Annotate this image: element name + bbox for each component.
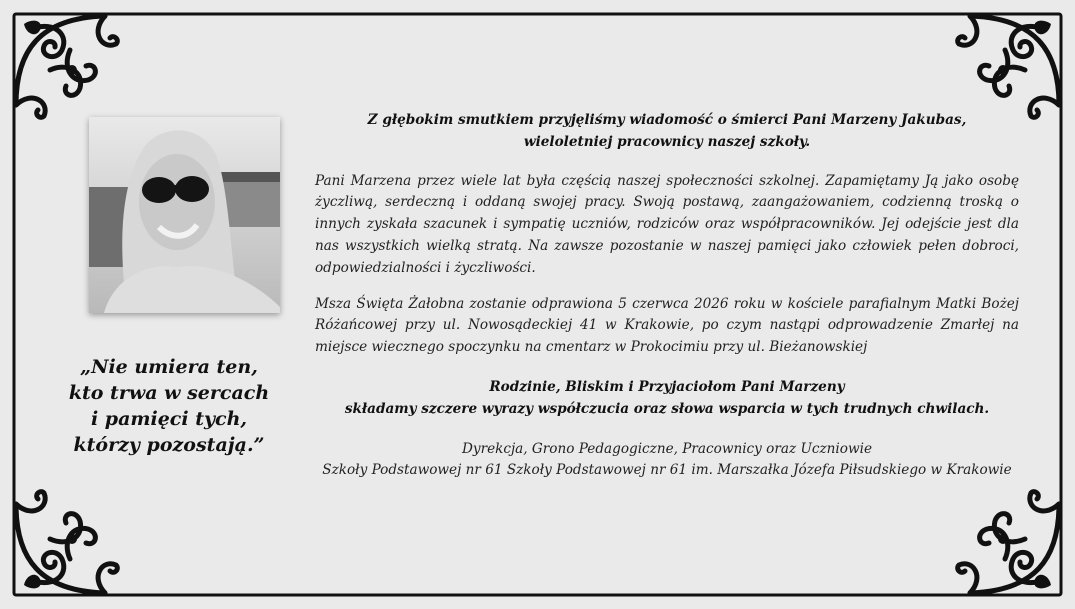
scroll-ornament-icon: [10, 10, 122, 122]
headline-line: wieloletniej pracownicy naszej szkoły.: [523, 133, 811, 150]
scroll-ornament-icon: [953, 487, 1065, 599]
signature-line: Dyrekcja, Grono Pedagogiczne, Pracownicy oraz Uczniowie: [462, 440, 872, 457]
headline-line: Z głębokim smutkiem przyjęliśmy wiadomość o śmierci Pani Marzeny Jakubas,: [367, 112, 967, 128]
quote-line: „Nie umiera ten,: [80, 356, 258, 378]
scroll-ornament-icon: [953, 10, 1065, 122]
tribute-paragraph: Pani Marzena przez wiele lat była częścią naszej społeczności szkolnej. Zapamiętamy Ją jako osobę życzliwą, serdeczną i oddaną swojej pracy. Swoją postawą, zaangażowaniem, codzienną troską o innych zyskała szacunek i sympatię uczniów, rodziców oraz współpracowników. Jej odejście jest dla nas wszystkich wielką stratą. Na zawsze pozostanie w naszej pamięci jako człowiek pełen dobroci, odpowiedzialności i życzliwości.: [315, 172, 1019, 276]
quote-line: którzy pozostają.”: [73, 434, 265, 456]
quote-line: i pamięci tych,: [90, 408, 248, 430]
condolences: [315, 377, 1019, 421]
quote-line: kto trwa w sercach: [68, 382, 270, 404]
condolences-line: Rodzinie, Bliskim i Przyjaciołom Pani Marzeny: [489, 378, 845, 395]
scroll-ornament-icon: [10, 487, 122, 599]
memorial-quote: [60, 354, 278, 458]
signature: [315, 439, 1019, 483]
obituary-text: [315, 110, 1019, 482]
condolences-line: składamy szczere wyrazy współczucia oraz słowa wsparcia w tych trudnych chwilach.: [344, 400, 990, 417]
headline: [315, 110, 1019, 154]
portrait-photo: [89, 117, 280, 313]
signature-line: Szkoły Podstawowej nr 61 Szkoły Podstawowej nr 61 im. Marszałka Józefa Piłsudskiego w Krakowie: [322, 462, 1012, 479]
funeral-info-paragraph: Msza Święta Żałobna zostanie odprawiona 5 czerwca 2026 roku w kościele parafialnym Matki Bożej Różańcowej przy ul. Nowosądeckiej 41 w Krakowie, po czym nastąpi odprowadzenie Zmarłej na miejsce wiecznego spoczynku na cmentarz w Prokocimiu przy ul. Bieżanowskiej: [315, 295, 1019, 356]
